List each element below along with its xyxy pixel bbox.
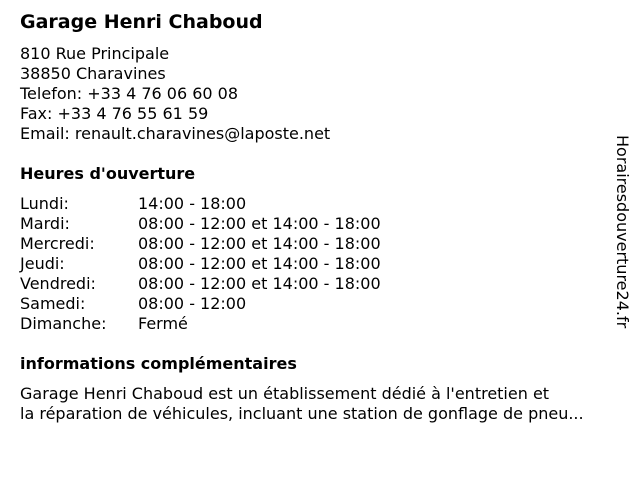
- time-value: 08:00 - 12:00 et 14:00 - 18:00: [138, 234, 381, 253]
- day-label: Jeudi:: [20, 254, 65, 273]
- address-street: 810 Rue Principale: [20, 44, 170, 63]
- time-value: 08:00 - 12:00 et 14:00 - 18:00: [138, 214, 381, 233]
- fax-number: Fax: +33 4 76 55 61 59: [20, 104, 209, 123]
- time-value: 08:00 - 12:00 et 14:00 - 18:00: [138, 254, 381, 273]
- time-value: 08:00 - 12:00: [138, 294, 247, 313]
- time-value: 08:00 - 12:00 et 14:00 - 18:00: [138, 274, 381, 293]
- table-row: [20, 314, 381, 334]
- time-value: Fermé: [138, 314, 188, 333]
- day-label: Vendredi:: [20, 274, 96, 293]
- contact-block: [20, 44, 330, 144]
- email-address: Email: renault.charavines@laposte.net: [20, 124, 331, 143]
- hours-heading: Heures d'ouverture: [20, 164, 196, 183]
- table-row: [20, 274, 381, 294]
- phone-number: Telefon: +33 4 76 06 60 08: [20, 84, 239, 103]
- description-line: Garage Henri Chaboud est un établissement dédié à l'entretien et: [20, 384, 550, 403]
- table-row: [20, 214, 381, 234]
- opening-hours-table: [20, 194, 381, 334]
- table-row: [20, 294, 381, 314]
- table-row: [20, 234, 381, 254]
- table-row: [20, 194, 381, 214]
- day-label: Mardi:: [20, 214, 70, 233]
- description-line: la réparation de véhicules, incluant une station de gonflage de pneu...: [20, 404, 584, 423]
- day-label: Samedi:: [20, 294, 86, 313]
- business-name: Garage Henri Chaboud: [20, 11, 263, 33]
- site-watermark: Horairesdouverture24.fr: [613, 135, 632, 329]
- day-label: Mercredi:: [20, 234, 95, 253]
- day-label: Lundi:: [20, 194, 69, 213]
- table-row: [20, 254, 381, 274]
- time-value: 14:00 - 18:00: [138, 194, 247, 213]
- description: [20, 384, 632, 424]
- address-city: 38850 Charavines: [20, 64, 166, 83]
- info-heading: informations complémentaires: [20, 354, 297, 373]
- day-label: Dimanche:: [20, 314, 107, 333]
